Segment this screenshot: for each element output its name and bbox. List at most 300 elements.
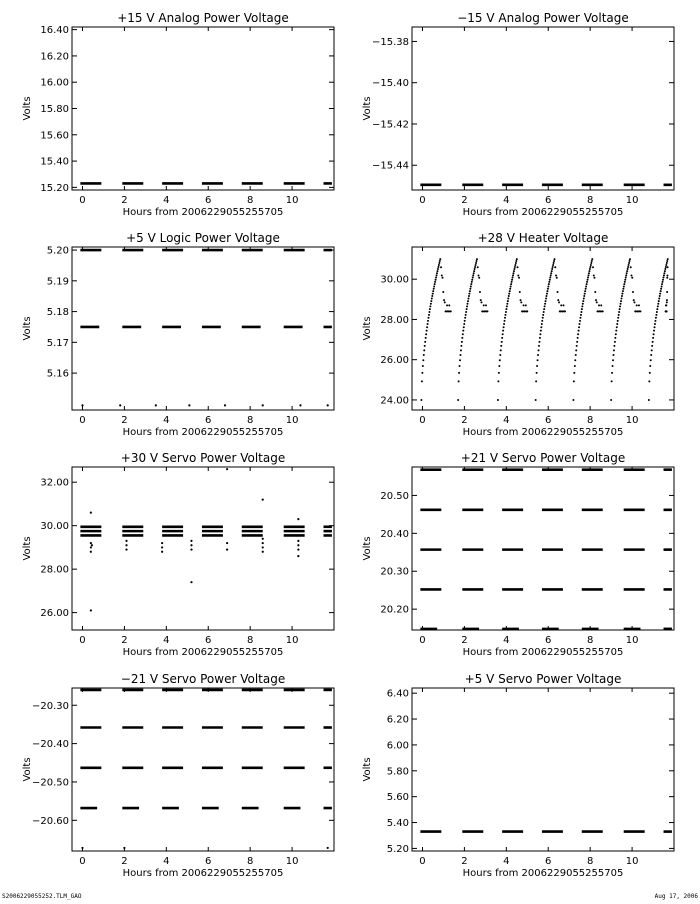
data-point [600,304,602,306]
data-point [510,283,512,285]
data-point [548,281,550,283]
data-point [537,359,539,361]
y-tick-label: 24.00 [380,395,409,407]
chart-title: +5 V Logic Power Voltage [126,231,280,245]
data-point [515,262,517,264]
chart-title: +30 V Servo Power Voltage [120,451,286,465]
data-point [639,310,641,312]
data-point [226,468,228,470]
x-tick-label: 0 [79,856,86,867]
data-point [587,274,589,276]
data-point [434,281,436,283]
data-point [624,281,626,283]
data-point [665,310,667,312]
x-tick-label: 2 [121,856,128,867]
data-point [438,262,440,264]
data-point [630,266,632,268]
x-tick-label: 10 [625,635,639,646]
data-point [125,540,127,542]
data-point [478,277,480,279]
data-point [436,270,438,272]
y-tick-label: −15.38 [371,36,409,48]
data-point [551,270,553,272]
data-point [652,337,654,339]
data-point [587,279,589,281]
data-point [226,548,228,550]
data-point [506,303,508,305]
data-point [463,326,465,328]
data-point [623,285,625,287]
x-tick-label: 2 [121,195,128,206]
data-point [546,295,548,297]
data-point [666,262,668,264]
data-point [628,262,630,264]
plot-frame [72,247,334,410]
y-tick-label: 16.00 [40,77,69,89]
data-point [580,311,582,313]
data-point [552,266,554,268]
x-tick-label: 10 [285,856,299,867]
data-point [469,290,471,292]
data-point [573,380,575,382]
x-tick-label: 6 [545,195,552,206]
data-point [477,275,479,277]
data-point [514,264,516,266]
y-tick-label: 15.40 [40,156,69,168]
y-tick-label: 6.00 [386,740,409,752]
data-point [540,330,542,332]
y-tick-label: 30.00 [380,274,409,286]
data-point [537,354,539,356]
data-layer [80,250,332,406]
data-point [504,317,506,319]
data-point [476,260,478,262]
data-point [540,326,542,328]
y-tick-label: 15.60 [40,130,69,142]
data-point [631,277,633,279]
data-point [657,303,659,305]
y-tick-label: 5.20 [46,245,69,257]
data-point [557,291,559,293]
data-point [662,277,664,279]
data-point [549,279,551,281]
data-point [420,399,422,401]
y-axis-label: Volts [22,96,33,121]
data-point [457,399,459,401]
data-point [627,266,629,268]
data-point [497,399,499,401]
data-point [125,548,127,550]
data-point [468,293,470,295]
data-point [327,404,329,406]
data-point [512,277,514,279]
data-point [623,283,625,285]
x-tick-label: 4 [163,635,170,646]
chart-panel-8 [362,672,674,879]
source-file-label: S2006229055252.TLM_GAO [2,893,82,900]
data-point [464,320,466,322]
data-point [90,609,92,611]
data-point [431,298,433,300]
x-tick-label: 0 [419,635,426,646]
data-point [479,291,481,293]
chart-title: −15 V Analog Power Voltage [457,11,629,25]
data-point [545,300,547,302]
chart-title: +15 V Analog Power Voltage [117,11,289,25]
chart-panel-1 [22,11,334,218]
data-point [535,399,537,401]
data-point [625,277,627,279]
data-point [616,326,618,328]
data-point [615,333,617,335]
data-point [535,380,537,382]
data-point [462,330,464,332]
data-point [439,260,441,262]
data-point [577,333,579,335]
data-point [161,542,163,544]
data-point [580,314,582,316]
data-point [433,285,435,287]
data-point [575,349,577,351]
data-point [502,333,504,335]
data-point [428,314,430,316]
data-point [660,288,662,290]
data-point [90,542,92,544]
data-point [584,293,586,295]
data-point [576,345,578,347]
data-point [428,311,430,313]
data-point [433,288,435,290]
data-point [422,359,424,361]
y-axis-label: Volts [22,757,33,782]
data-point [664,270,666,272]
data-point [508,295,510,297]
data-point [560,304,562,306]
data-point [262,538,264,540]
x-tick-label: 2 [121,635,128,646]
data-point [465,311,467,313]
data-point [633,299,635,301]
data-point [511,279,513,281]
data-point [586,283,588,285]
x-tick-label: 8 [246,415,254,426]
x-tick-label: 10 [625,856,639,867]
plot-frame [72,27,334,190]
data-point [475,262,477,264]
data-point [579,317,581,319]
chart-title: +28 V Heater Voltage [477,231,609,245]
data-point [486,310,488,312]
x-tick-label: 0 [79,195,86,206]
data-point [431,295,433,297]
data-point [655,317,657,319]
data-point [428,317,430,319]
y-tick-label: 5.16 [46,368,69,380]
data-point [546,290,548,292]
data-point [666,299,668,301]
data-point [421,372,423,374]
data-point [509,288,511,290]
data-point [592,266,594,268]
data-point [613,349,615,351]
data-point [123,847,125,849]
data-point [501,341,503,343]
x-tick-label: 4 [503,195,510,206]
data-point [619,308,621,310]
data-point [90,546,92,548]
data-point [657,305,659,307]
data-point [459,354,461,356]
data-point [666,301,668,303]
data-point [663,272,665,274]
data-point [666,275,668,277]
data-point [297,555,299,557]
data-point [658,300,660,302]
data-point [650,354,652,356]
data-point [512,274,514,276]
x-tick-label: 6 [205,856,212,867]
data-point [485,304,487,306]
data-point [574,359,576,361]
data-point [462,333,464,335]
data-point [653,333,655,335]
data-point [581,308,583,310]
y-axis-label: Volts [362,96,373,121]
data-point [543,311,545,313]
data-point [435,279,437,281]
data-point [551,268,553,270]
data-point [466,305,468,307]
data-point [476,258,478,260]
data-point [503,326,505,328]
data-point [621,295,623,297]
report-date-label: Aug 17, 2006 [654,893,698,900]
x-tick-label: 8 [586,195,594,206]
x-tick-label: 4 [503,635,510,646]
data-point [460,349,462,351]
data-point [461,341,463,343]
x-axis-label: Hours from 2006229055255705 [462,427,624,438]
data-point [190,544,192,546]
y-axis-label: Volts [22,536,33,561]
x-tick-label: 6 [545,415,552,426]
x-tick-label: 4 [503,856,510,867]
data-point [667,266,669,268]
data-point [513,268,515,270]
data-point [226,542,228,544]
data-point [510,285,512,287]
x-tick-label: 4 [163,856,170,867]
data-layer [80,690,332,849]
data-point [507,298,509,300]
data-point [547,288,549,290]
y-tick-label: 20.40 [380,528,409,540]
x-tick-label: 0 [79,635,86,646]
data-point [458,380,460,382]
data-point [629,258,631,260]
y-tick-label: 6.20 [386,714,409,726]
x-tick-label: 10 [285,415,299,426]
data-point [441,275,443,277]
x-tick-label: 8 [246,635,254,646]
data-point [512,272,514,274]
data-point [425,333,427,335]
data-point [656,311,658,313]
y-tick-label: 6.40 [386,688,409,700]
data-point [425,337,427,339]
chart-panel-6 [362,451,674,658]
data-point [190,581,192,583]
x-tick-label: 10 [625,415,639,426]
data-point [666,260,668,262]
data-point [536,365,538,367]
x-axis-label: Hours from 2006229055255705 [122,207,284,218]
chart-panel-2 [362,11,674,218]
data-point [616,323,618,325]
data-point [471,281,473,283]
data-point [594,291,596,293]
data-point [502,330,504,332]
chart-title: −21 V Servo Power Voltage [120,672,286,686]
data-point [262,551,264,553]
data-point [659,293,661,295]
data-point [544,303,546,305]
y-tick-label: 5.18 [46,307,69,319]
data-point [467,300,469,302]
y-tick-label: 28.00 [40,564,69,576]
data-point [621,293,623,295]
chart-title: +5 V Servo Power Voltage [464,672,622,686]
data-point [589,268,591,270]
y-tick-label: 30.00 [40,521,69,533]
plot-frame [412,27,674,190]
data-point [585,288,587,290]
data-point [297,548,299,550]
data-point [590,264,592,266]
data-point [648,380,650,382]
data-point [536,372,538,374]
data-point [618,311,620,313]
data-point [501,337,503,339]
y-axis-label: Volts [362,757,373,782]
data-point [430,300,432,302]
data-point [440,266,442,268]
x-axis-label: Hours from 2006229055255705 [462,868,624,879]
y-tick-label: 5.40 [386,818,409,830]
data-point [654,323,656,325]
x-tick-label: 8 [586,415,594,426]
data-point [450,310,452,312]
data-point [661,285,663,287]
data-point [660,290,662,292]
data-point [550,274,552,276]
data-point [427,323,429,325]
y-tick-label: −20.60 [31,815,69,827]
y-tick-label: 15.80 [40,104,69,115]
data-point [539,337,541,339]
data-point [612,365,614,367]
data-point [632,291,634,293]
data-point [509,290,511,292]
chart-panel-4 [362,231,674,438]
data-point [444,301,446,303]
data-point [538,345,540,347]
x-tick-label: 0 [419,856,426,867]
data-point [472,274,474,276]
data-point [526,310,528,312]
x-tick-label: 6 [205,415,212,426]
data-point [666,277,668,279]
plot-frame [72,688,334,851]
y-tick-label: 5.80 [386,766,409,778]
data-point [499,354,501,356]
data-point [610,399,612,401]
data-point [470,283,472,285]
data-point [538,341,540,343]
data-point [469,288,471,290]
data-point [618,314,620,316]
data-point [651,345,653,347]
x-tick-label: 0 [79,415,86,426]
data-point [591,260,593,262]
data-point [622,288,624,290]
data-point [435,277,437,279]
data-point [436,274,438,276]
data-point [665,264,667,266]
data-point [537,349,539,351]
data-point [539,333,541,335]
data-point [579,320,581,322]
data-point [426,326,428,328]
chart-panel-5 [22,451,334,658]
x-tick-label: 2 [461,635,468,646]
data-point [591,258,593,260]
data-point [429,305,431,307]
data-point [588,272,590,274]
plot-frame [72,467,334,630]
data-point [459,359,461,361]
x-tick-label: 0 [419,415,426,426]
data-point [262,542,264,544]
data-point [612,354,614,356]
data-point [598,304,600,306]
data-point [459,365,461,367]
x-tick-label: 10 [285,195,299,206]
data-point [422,365,424,367]
data-point [125,544,127,546]
x-axis-label: Hours from 2006229055255705 [122,868,284,879]
y-tick-label: 5.17 [46,337,69,349]
data-point [554,258,556,260]
data-point [507,300,509,302]
data-point [633,301,635,303]
data-point [427,320,429,322]
data-point [654,326,656,328]
data-point [498,365,500,367]
data-point [297,544,299,546]
data-point [543,308,545,310]
data-point [471,279,473,281]
data-point [161,551,163,553]
y-tick-label: 15.20 [40,182,69,194]
data-point [446,304,448,306]
data-point [525,304,527,306]
data-point [541,323,543,325]
data-point [593,275,595,277]
data-point [519,291,521,293]
data-point [654,320,656,322]
data-point [622,290,624,292]
